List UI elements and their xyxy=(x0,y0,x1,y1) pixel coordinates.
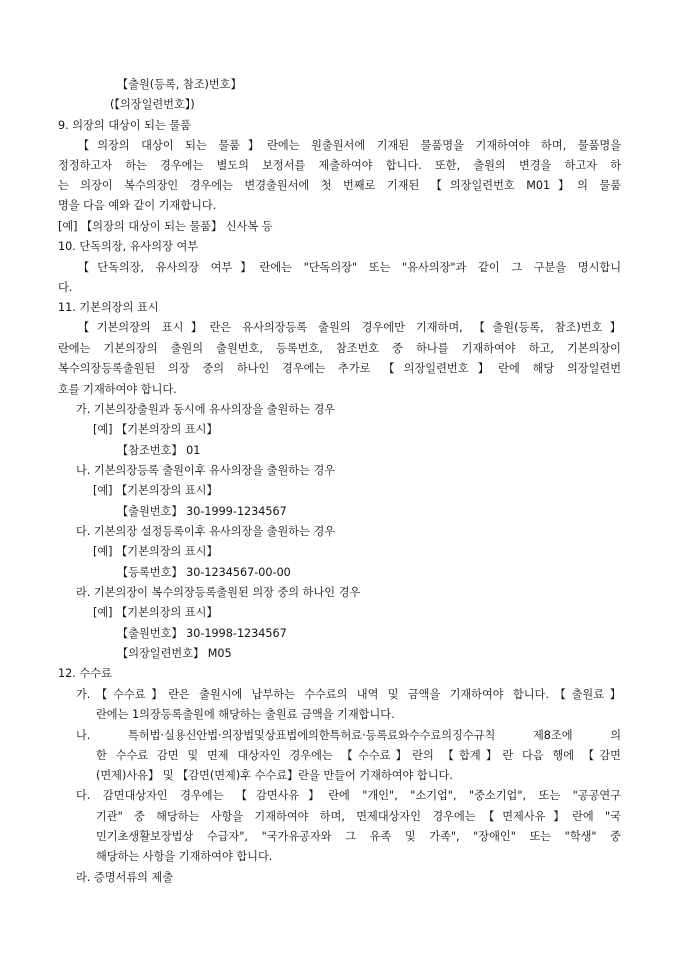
section-12-item-da-line: 해당하는 사항을 기재하여야 합니다. xyxy=(96,850,273,863)
section-11-item-da: 다. 기본의장 설정등록이후 유사의장을 출원하는 경우 xyxy=(76,525,336,538)
section-11-paragraph-line: 【기본의장의 표시】란은 유사의장등록 출원의 경우에만 기재하며, 【출원(등록, 참조)번호】 xyxy=(78,321,621,334)
section-11-item-ga-value: 【참조번호】 01 xyxy=(117,444,201,457)
section-10-paragraph-line: 【단독의장, 유사의장 여부】란에는 "단독의장" 또는 "유사의장"과 같이 그 구분을 명시합니 xyxy=(78,261,621,274)
section-9-paragraph-line: 【의장의 대상이 되는 물품】란에는 원출원서에 기재된 물품명을 기재하여야 하며, 물품명을 xyxy=(78,139,621,152)
design-serial-number-field-label: (【의장일련번호】) xyxy=(110,98,195,111)
section-9-paragraph-line: 는 의장이 복수의장인 경우에는 변경출원서에 첫 번째로 기재된 【의장일련번호 M01】의 물품 xyxy=(58,179,621,192)
section-12-item-na-line: 한 수수료 감면 및 면제 대상자인 경우에는 【수수료】란의 【합계】란 다음 행에 【감면 xyxy=(96,749,621,762)
section-11-item-da-value: 【등록번호】 30-1234567-00-00 xyxy=(117,566,291,579)
section-11-item-na-value: 【출원번호】 30-1999-1234567 xyxy=(117,505,287,518)
section-11-title: 11. 기본의장의 표시 xyxy=(58,301,159,314)
section-12-item-da-line: 다. 감면대상자인 경우에는 【감면사유】란에 "개인", "소기업", "중소기업", 또는 "공공연구 xyxy=(76,789,621,802)
section-11-item-ra-value: 【출원번호】 30-1998-1234567 xyxy=(117,627,287,640)
section-12-title: 12. 수수료 xyxy=(58,667,112,680)
section-11-item-na: 나. 기본의장등록 출원이후 유사의장을 출원하는 경우 xyxy=(76,464,336,477)
section-11-item-ra: 라. 기본의장이 복수의장등록출원된 의장 중의 하나인 경우 xyxy=(76,586,361,599)
section-11-item-ra-example: [예] 【기본의장의 표시】 xyxy=(93,606,218,619)
section-10-title: 10. 단독의장, 유사의장 여부 xyxy=(58,240,199,253)
section-9-paragraph-line: 정정하고자 하는 경우에는 별도의 보정서를 제출하여야 합니다. 또한, 출원의 변경을 하고자 하 xyxy=(58,159,621,172)
section-11-item-ra-value: 【의장일련번호】 M05 xyxy=(117,647,232,660)
section-11-paragraph-line: 복수의장등록출원된 의장 중의 하나인 경우에는 추가로 【의장일련번호】란에 해당 의장일련번 xyxy=(58,362,621,375)
section-11-item-na-example: [예] 【기본의장의 표시】 xyxy=(93,484,218,497)
section-12-item-ga-line: 가.【수수료】란은 출원시에 납부하는 수수료의 내역 및 금액을 기재하여야 합니다.【출원료】 xyxy=(76,688,621,701)
section-11-item-ga-example: [예] 【기본의장의 표시】 xyxy=(93,423,218,436)
section-9-example: [예] 【의장의 대상이 되는 물품】 신사복 등 xyxy=(58,220,273,233)
section-11-paragraph-line: 호를 기재하여야 합니다. xyxy=(58,383,177,396)
section-12-item-na-line: 나. 특허법·실용신안법·의장법및상표법에의한특허료·등록료와수수료의징수규칙 제8조에 의 xyxy=(76,729,621,742)
section-12-item-ra: 라. 증명서류의 제출 xyxy=(76,871,174,884)
section-11-item-ga: 가. 기본의장출원과 동시에 유사의장을 출원하는 경우 xyxy=(76,403,336,416)
section-12-item-na-line: (면제)사유】 및 【감면(면제)후 수수료】란을 만들어 기재하여야 합니다. xyxy=(96,769,453,782)
section-10-paragraph-line: 다. xyxy=(58,281,73,294)
section-11-paragraph-line: 란에는 기본의장의 출원의 출원번호, 등록번호, 참조번호 중 하나를 기재하여야 하고, 기본의장이 xyxy=(58,342,621,355)
section-9-title: 9. 의장의 대상이 되는 물품 xyxy=(58,119,191,132)
section-12-item-ga-line: 란에는 1의장등록출원에 해당하는 출원료 금액을 기재합니다. xyxy=(96,708,395,721)
section-11-item-da-example: [예] 【기본의장의 표시】 xyxy=(93,545,218,558)
section-12-item-da-line: 민기초생활보장법상 수급자", "국가유공자와 그 유족 및 가족", "장애인" 또는 "학생" 중 xyxy=(96,830,621,843)
application-number-field-label: 【출원(등록, 참조)번호】 xyxy=(117,78,242,91)
section-12-item-da-line: 기관" 중 해당하는 사항을 기재하여야 하며, 면제대상자인 경우에는【면제사유】란에 "국 xyxy=(96,810,621,823)
section-9-paragraph-line: 명을 다음 예와 같이 기재합니다. xyxy=(58,199,217,212)
